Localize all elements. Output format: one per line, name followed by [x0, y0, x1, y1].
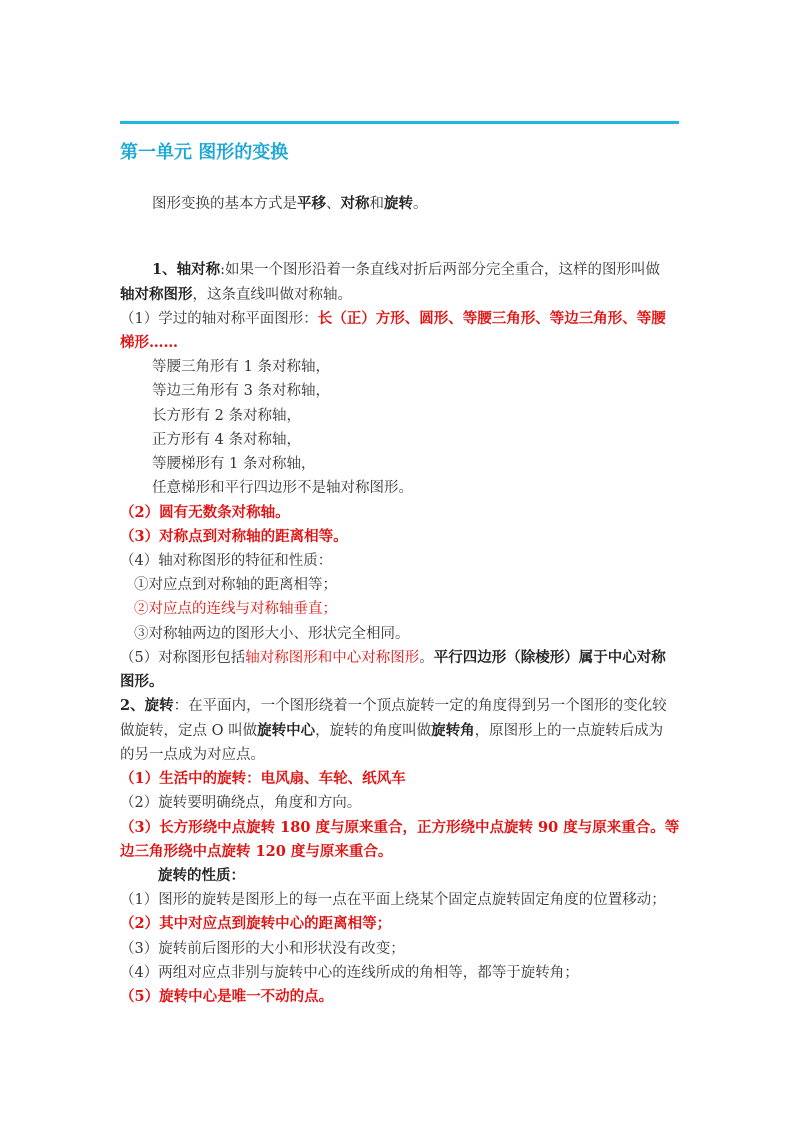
rotation-property-3: （3）旋转前后图形的大小和形状没有改变；: [120, 941, 405, 957]
symmetric-figures-line-1: （5）对称图形包括轴对称图形和中心对称图形。平行四边形（除棱形）属于中心对称: [120, 649, 666, 666]
unit-title: 第一单元 图形的变换: [120, 142, 289, 163]
learned-shapes-line-2: 梯形……: [120, 334, 178, 351]
rotation-properties-title: 旋转的性质：: [158, 867, 245, 884]
intro-line: 图形变换的基本方式是平移、对称和旋转。: [152, 195, 428, 212]
axis-count-item: 等边三角形有 3 条对称轴，: [152, 383, 330, 399]
rotation-definition-line-3: 的另一点成为对应点。: [120, 747, 265, 763]
axial-definition-line-1: 1、轴对称:如果一个图形沿着一条直线对折后两部分完全重合，这样的图形叫做: [152, 261, 660, 278]
rotation-angles-line-2: 边三角形绕中点旋转 120 度与原来重合。: [120, 843, 393, 860]
axial-property-1: ①对应点到对称轴的距离相等；: [134, 577, 337, 593]
axis-count-item: 长方形有 2 条对称轴，: [152, 408, 301, 424]
axial-property-2: ②对应点的连线与对称轴垂直；: [134, 601, 337, 617]
symmetric-figures-line-2: 图形。: [120, 673, 164, 690]
rotation-property-5: （5）旋转中心是唯一不动的点。: [120, 988, 334, 1005]
rotation-property-1: （1）图形的旋转是图形上的每一点在平面上绕某个固定点旋转固定角度的位置移动；: [120, 892, 666, 908]
learned-shapes-line-1: （1）学过的轴对称平面图形：长（正）方形、圆形、等腰三角形、等边三角形、等腰: [120, 310, 666, 327]
axial-definition-line-2: 轴对称图形，这条直线叫做对称轴。: [120, 286, 352, 303]
axis-count-item: 任意梯形和平行四边形不是轴对称图形。: [152, 480, 413, 496]
axis-count-item: 正方形有 4 条对称轴，: [152, 432, 301, 448]
rotation-angles-line-1: （3）长方形绕中点旋转 180 度与原来重合，正方形绕中点旋转 90 度与原来重合。等: [120, 819, 680, 836]
rotation-definition-line-1: 2、旋转：在平面内，一个图形绕着一个顶点旋转一定的角度得到另一个图形的变化较: [120, 697, 667, 714]
axis-count-item: 等腰梯形有 1 条对称轴，: [152, 456, 316, 472]
distance-note: （3）对称点到对称轴的距离相等。: [120, 528, 348, 545]
header-rule: [120, 121, 679, 124]
axial-properties-title: （4）轴对称图形的特征和性质：: [120, 553, 333, 569]
axial-property-3: ③对称轴两边的图形大小、形状完全相同。: [134, 626, 410, 642]
axis-count-item: 等腰三角形有 1 条对称轴，: [152, 359, 330, 375]
rotation-life-examples: （1）生活中的旋转：电风扇、车轮、纸风车: [120, 770, 406, 787]
rotation-property-2: （2）其中对应点到旋转中心的距离相等；: [120, 915, 392, 932]
rotation-property-4: （4）两组对应点非别与旋转中心的连线所成的角相等，都等于旋转角；: [120, 965, 579, 981]
rotation-definition-line-2: 做旋转，定点 O 叫做旋转中心，旋转的角度叫做旋转角，原图形上的一点旋转后成为: [120, 722, 664, 739]
rotation-clarify-note: （2）旋转要明确绕点，角度和方向。: [120, 795, 362, 811]
circle-axes-note: （2）圆有无数条对称轴。: [120, 504, 290, 521]
